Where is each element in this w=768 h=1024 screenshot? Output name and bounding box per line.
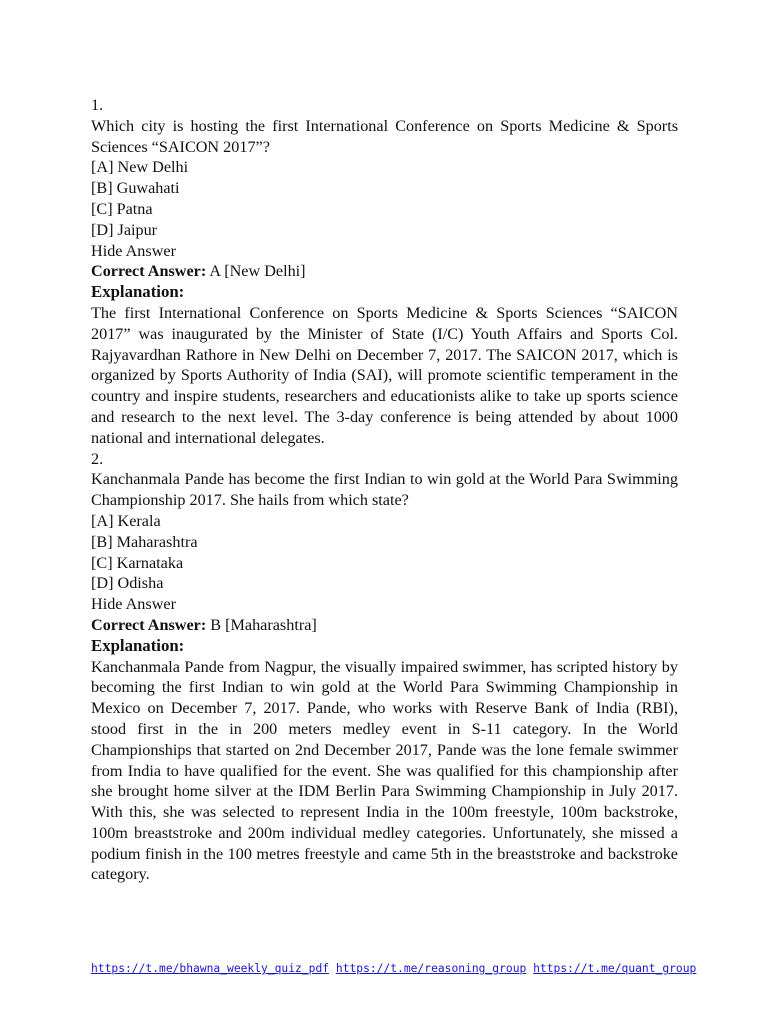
option-c: [C] Karnataka — [91, 553, 184, 572]
footer-link-quiz-pdf[interactable]: https://t.me/bhawna_weekly_quiz_pdf — [91, 962, 330, 975]
correct-answer-value: B [Maharashtra] — [206, 615, 317, 634]
hide-answer-link[interactable]: Hide Answer — [91, 595, 176, 614]
correct-answer-label: Correct Answer: — [91, 615, 207, 634]
explanation-text: The first International Conference on Sports Medicine & Sports Sciences “SAICON 2017” was inaugurated by the Minister of State (I/C) Youth Affairs and Sports Col. Rajyavardhan Rathore in New Delhi on December 7, 2017. The SAICON 2017, which is organized by Sports Authority of India (SAI), will promote scientific temperament in the country and inspire students, researchers and educationists alike to take up sports science and research to the next level. The 3-day conference is being attended by about 1000 national and international delegates. — [91, 303, 678, 447]
question-text: Which city is hosting the first International Conference on Sports Medicine & Sports Sciences “SAICON 2017”? — [91, 116, 678, 156]
footer-link-quant-group[interactable]: https://t.me/quant_group — [533, 962, 697, 975]
option-a: [A] Kerala — [91, 511, 161, 530]
question-number: 2. — [91, 449, 104, 468]
correct-answer-value: A [New Delhi] — [206, 262, 306, 281]
correct-answer — [91, 615, 678, 636]
correct-answer-label: Correct Answer: — [91, 262, 207, 281]
question-block-1 — [91, 95, 678, 449]
correct-answer — [91, 261, 678, 282]
footer-links — [91, 961, 696, 977]
document-body — [91, 95, 678, 885]
explanation-text: Kanchanmala Pande from Nagpur, the visually impaired swimmer, has scripted history by becoming the first Indian to win gold at the World Para Swimming Championship in Mexico on December 7, 2017. Pande, who works with Reserve Bank of India (RBI), stood first in the in 200 meters medley event in S-11 category. In the World Championships that started on 2nd December 2017, Pande was the lone female swimmer from India to have qualified for the event. She was qualified for this championship after she brought home silver at the IDM Berlin Para Swimming Championship in July 2017. With this, she was selected to represent India in the 100m freestyle, 100m backstroke, 100m breaststroke and 200m individual medley categories. Unfortunately, she missed a podium finish in the 100 metres freestyle and came 5th in the breaststroke and backstroke category. — [91, 657, 678, 884]
option-a: [A] New Delhi — [91, 158, 189, 177]
explanation-heading: Explanation: — [91, 282, 185, 302]
question-text: Kanchanmala Pande has become the first Indian to win gold at the World Para Swimming Championship 2017. She hails from which state? — [91, 470, 678, 510]
footer-link-reasoning-group[interactable]: https://t.me/reasoning_group — [335, 962, 527, 975]
explanation-heading: Explanation: — [91, 635, 185, 655]
question-number: 1. — [91, 96, 104, 114]
option-b: [B] Maharashtra — [91, 532, 198, 551]
hide-answer-link[interactable]: Hide Answer — [91, 241, 176, 260]
question-block-2 — [91, 449, 678, 886]
option-c: [C] Patna — [91, 199, 153, 218]
option-b: [B] Guwahati — [91, 179, 180, 198]
option-d: [D] Jaipur — [91, 220, 158, 239]
option-d: [D] Odisha — [91, 574, 164, 593]
